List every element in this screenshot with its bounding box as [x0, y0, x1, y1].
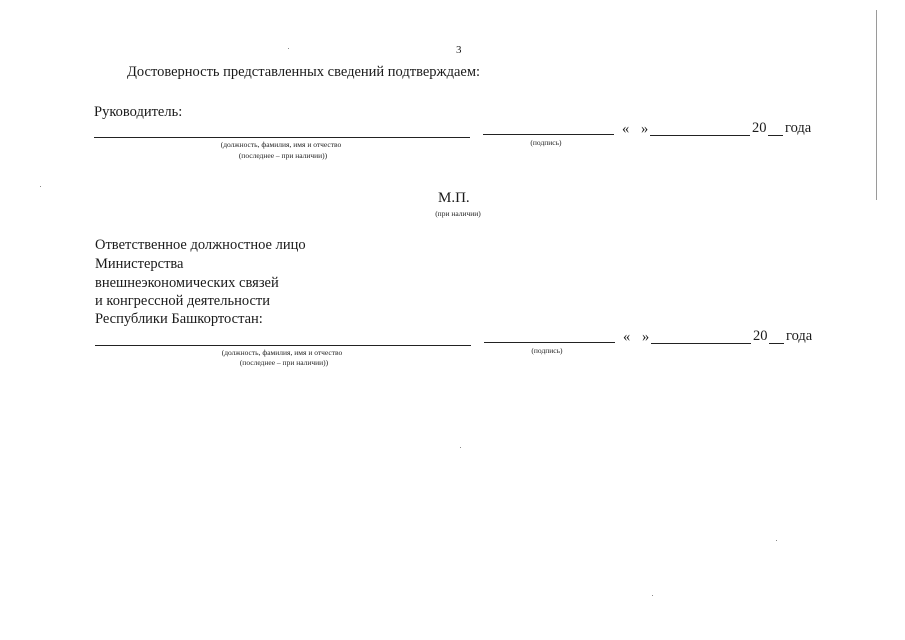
page-number: 3: [456, 44, 462, 56]
official-year-prefix: 20: [753, 328, 768, 344]
official-title-line-2: Министерства: [95, 256, 184, 272]
head-position-caption-1: (должность, фамилия, имя и отчество: [220, 140, 342, 149]
head-title: Руководитель:: [94, 104, 183, 120]
official-signature-caption: (подпись): [531, 346, 563, 355]
scan-edge-line: [876, 10, 877, 200]
official-position-caption-1: (должность, фамилия, имя и отчество: [221, 348, 343, 357]
official-position-line: [95, 345, 471, 346]
head-year-prefix: 20: [752, 120, 767, 136]
scan-speck: [40, 186, 41, 187]
head-quote-close: »: [641, 121, 649, 137]
scan-speck: [460, 447, 461, 448]
official-date-line: [651, 343, 751, 344]
scan-speck: [288, 48, 289, 49]
head-year-blank: [768, 135, 783, 136]
official-quote-open: «: [623, 329, 631, 345]
head-position-line: [94, 137, 470, 138]
head-signature-line: [483, 134, 614, 135]
official-year-suffix: года: [786, 328, 813, 344]
head-year-suffix: года: [785, 120, 812, 136]
confirmation-text: Достоверность представленных сведений подтверждаем:: [127, 64, 481, 80]
official-year-blank: [769, 343, 784, 344]
official-title-line-5: Республики Башкортостан:: [95, 311, 263, 327]
head-quote-open: «: [622, 121, 630, 137]
scan-speck: [776, 540, 777, 541]
head-position-caption-2: (последнее – при наличии)): [238, 151, 328, 160]
stamp-caption: (при наличии): [435, 209, 481, 218]
official-title-line-4: и конгрессной деятельности: [95, 293, 270, 309]
head-date-line: [650, 135, 750, 136]
head-signature-caption: (подпись): [530, 138, 562, 147]
official-signature-line: [484, 342, 615, 343]
official-title-line-1: Ответственное должностное лицо: [95, 237, 306, 253]
scan-speck: [652, 595, 653, 596]
official-title-line-3: внешнеэкономических связей: [95, 275, 279, 291]
stamp-label: М.П.: [438, 190, 470, 206]
official-position-caption-2: (последнее – при наличии)): [239, 358, 329, 367]
official-quote-close: »: [642, 329, 650, 345]
